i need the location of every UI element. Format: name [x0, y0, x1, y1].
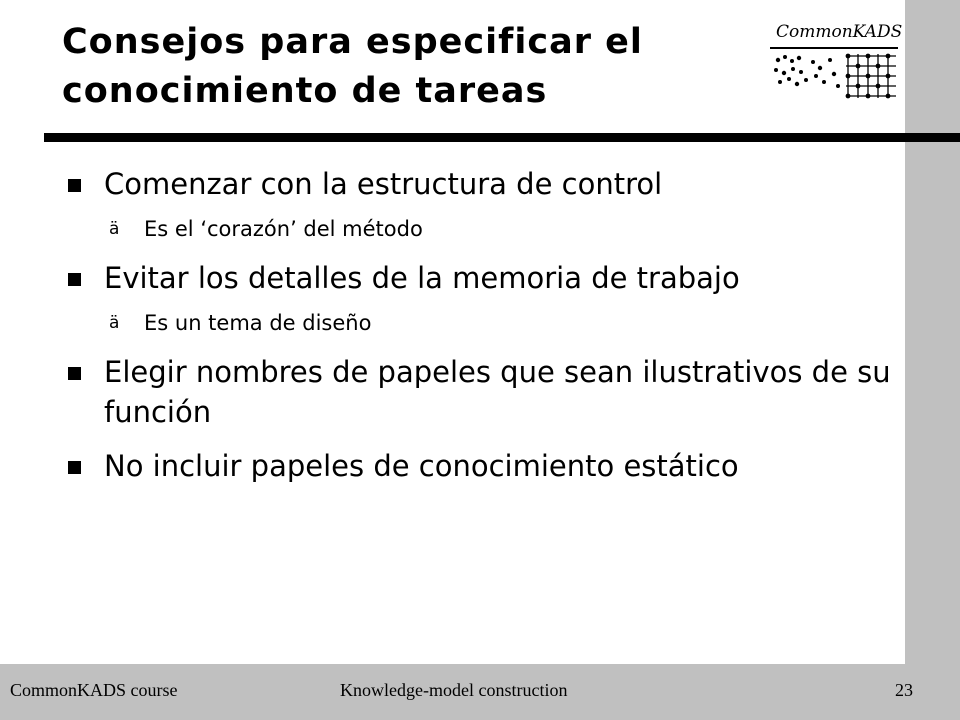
sub-bullet-item — [62, 308, 892, 338]
sub-bullet-item — [62, 214, 892, 244]
logo-network-graphic — [768, 46, 902, 102]
bullet-text: Comenzar con la estructura de control — [104, 167, 663, 201]
commonkads-logo — [768, 20, 902, 100]
bullet-item — [62, 258, 892, 298]
logo-text: CommonKADS — [776, 22, 903, 42]
bullet-item — [62, 352, 892, 432]
bullet-list — [62, 164, 892, 486]
right-border-band — [905, 0, 960, 720]
bullet-text: Elegir nombres de papeles que sean ilustrativos de su función — [104, 355, 891, 429]
square-bullet-icon — [68, 461, 81, 474]
bullet-text: Evitar los detalles de la memoria de trabajo — [104, 261, 740, 295]
bullet-item — [62, 446, 892, 486]
title-divider — [44, 133, 960, 142]
footer-topic: Knowledge-model construction — [340, 680, 568, 700]
arrow-bullet-icon: ä — [109, 219, 120, 239]
bullet-item — [62, 164, 892, 204]
sub-bullet-text: Es un tema de diseño — [144, 311, 372, 335]
footer-course: CommonKADS course — [10, 680, 178, 700]
square-bullet-icon — [68, 179, 81, 192]
footer-page-number: 23 — [895, 680, 913, 700]
square-bullet-icon — [68, 367, 81, 380]
slide-title: Consejos para especificar el conocimiento de tareas — [62, 22, 643, 111]
square-bullet-icon — [68, 273, 81, 286]
bullet-text: No incluir papeles de conocimiento estático — [104, 449, 739, 483]
arrow-bullet-icon: ä — [109, 313, 120, 333]
sub-bullet-text: Es el ‘corazón’ del método — [144, 217, 423, 241]
